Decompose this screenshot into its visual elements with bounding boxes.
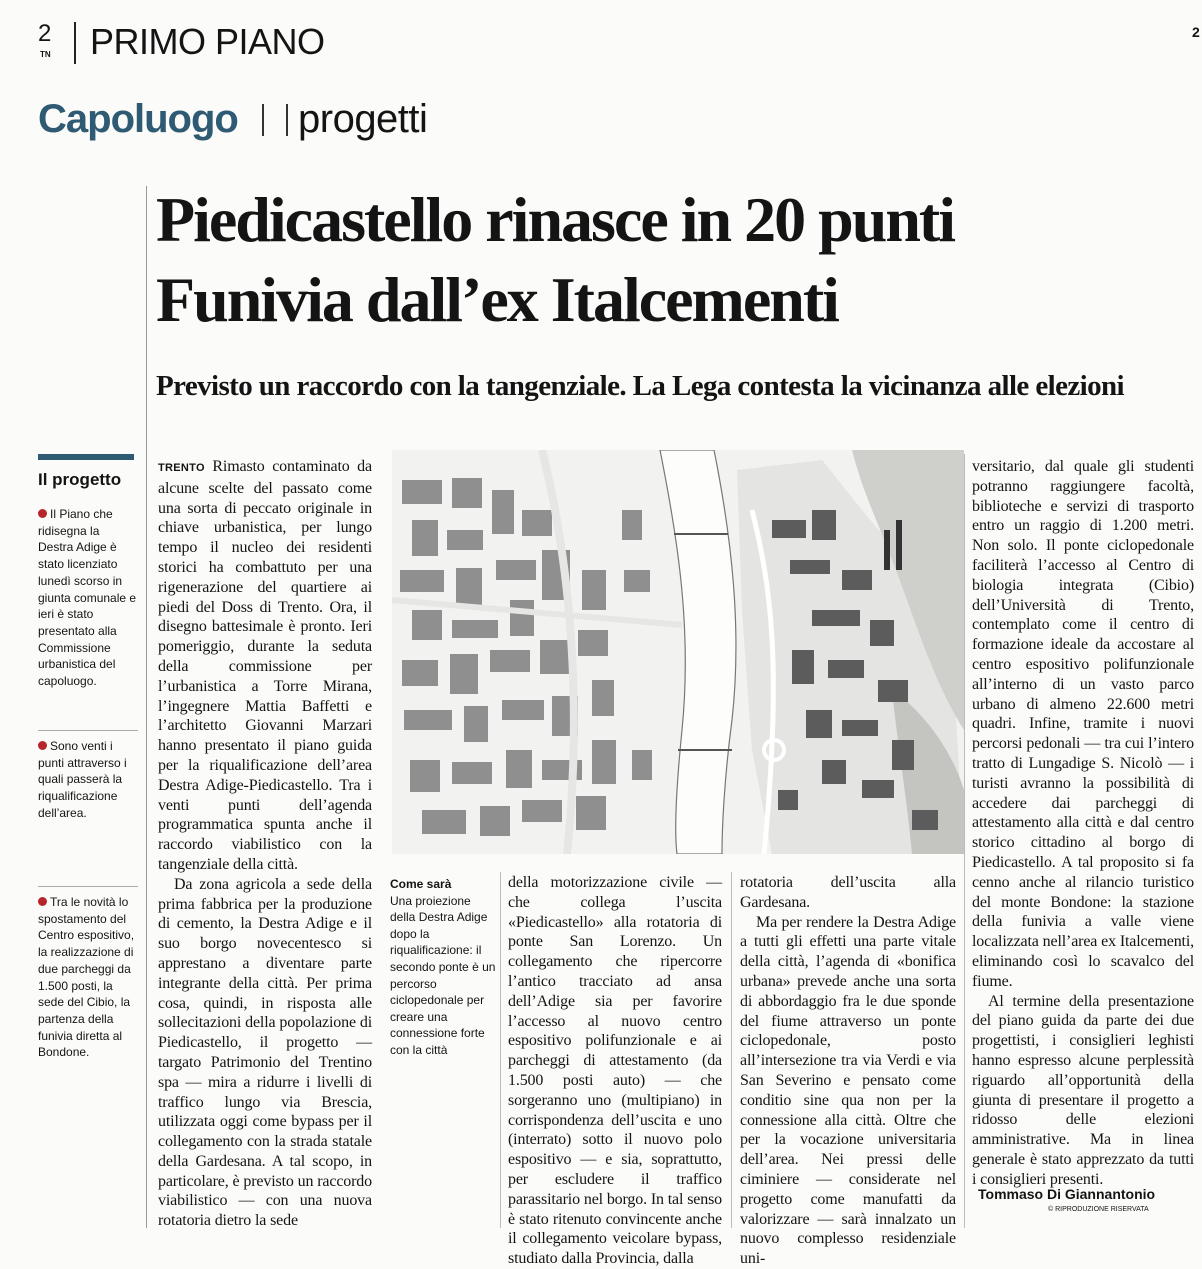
bullet-icon: [38, 741, 47, 750]
sidebar-divider: [38, 886, 138, 887]
headline: [156, 180, 1202, 340]
article-column-2: della motorizzazione civile — che collega l’uscita «Piedicastello» alla rotatoria di ponte San Lorenzo. Un collegamento che ripercorre l’antico tracciato ad ansa dell’Adige sia per favorire l’accesso al nuovo centro espositivo polifunzionale e ai parcheggi di attestamento (da 1.500 posti auto) — che sorgeranno uno (multipiano) in corrispondenza dell’uscita e uno (interrato) sotto il nuovo polo espositivo — e sia, soprattutto, per escludere il traffico parassitario nel borgo. In tal senso è stato ritenuto convincente anche il collegamento veicolare bypass, studiato dalla Provincia, dalla: [508, 874, 722, 1268]
rubric-city: Capoluogo: [38, 97, 238, 141]
column-divider: [500, 872, 501, 1228]
rubric-topic: progetti: [298, 97, 428, 141]
facing-page-number: 2: [1192, 24, 1200, 40]
headline-line-1: Piedicastello rinasce in 20 punti: [156, 184, 954, 255]
article-column-1: TRENTO Rimasto contaminato da alcune scelte del passato come una sorta di peccato originale in chiave urbanistica, per lungo tempo il nucleo dei residenti storici ha combattuto per una rigenerazione del quartiere ai piedi del Doss di Trento. Ora, il disegno battesimale è pronto. Ieri pomeriggio, durante la seduta della commissione per l’urbanistica a Torre Mirana, l’ingegnere Mattia Baffetti e l’architetto Giovanni Marzari hanno presentato il piano guida per la riqualificazione dell’area Destra Adige-Piedicastello. Tra i venti punti dell’agenda programmatica spunta anche il raccordo viabilistico con la tangenziale della città. Da zona agricola a sede della prima fabbrica per la produzione di cemento, la Destra Adige e il suo borgo novecentesco si apprestano a diventare parte integrante della città. Per prima cosa, quindi, in risposta alle sollecitazioni della popolazione di Piedicastello, il progetto — targato Patrimonio del Trentino spa — mira a ridurre i livelli di traffico lungo via Brescia, utilizzata oggi come bypass per il collegamento con la strada statale della Gardesana. A tal scopo, in particolare, è previsto un raccordo viabilistico — con una nuova rotatoria dietro la sede: [158, 458, 372, 1230]
article-column-3: rotatoria dell’uscita alla Gardesana. Ma per rendere la Destra Adige a tutti gli effetti una parte vitale della città, l’agenda di «bonifica urbana» prevede anche una sorta di abbordaggio fra le due sponde del fiume attraverso un ponte ciclopedonale, posto all’intersezione tra via Verdi e via San Severino e pensato come conditio sine qua non per la connessione alla città. Oltre che per la vocazione universitaria dell’area. Nei pressi delle ciminiere — considerate nel progetto come manufatti da valorizzare — sarà innalzato un nuovo complesso residenziale uni-: [740, 874, 956, 1268]
author-byline: Tommaso Di Giannantonio: [978, 1186, 1156, 1202]
rubric-divider: [262, 104, 264, 136]
caption-title: Come sarà: [390, 877, 452, 891]
headline-line-2: Funivia dall’ex Italcementi: [156, 264, 838, 335]
sidebar-accent-bar: [38, 454, 134, 460]
sidebar-item: Il Piano che ridisegna la Destra Adige è stato licenziato lunedì scorso in giunta comunale e ieri è stato presentato alla Commissione urbanistica del capoluogo.: [38, 507, 137, 689]
column-divider: [731, 872, 732, 1228]
column-divider: [964, 454, 965, 1228]
bullet-icon: [38, 509, 47, 518]
article-column-4: versitario, dal quale gli studenti potranno raggiungere facoltà, biblioteche e servizi di trasporto entro un raggio di 1.200 metri. Non solo. Il ponte ciclopedonale faciliterà l’accesso al Centro di biologia integrata (Cibio) dell’Università di Trento, contemplato come il centro di formazione ideale da accostare al centro espositivo polifunzionale all’interno di un vasto parco urbano di almeno 22.600 metri quadri. Infine, tramite i nuovi percorsi pedonali — tra cui l’intero tratto di Lungadige S. Nicolò — i turisti avranno la possibilità di accedere dai parcheggi di attestamento alla città e dal centro storico cittadino al borgo di Piedicastello. A tal proposito si fa cenno anche al rilancio turistico del monte Bondone: la stazione della funivia a valle viene localizzata nell’area ex Italcementi, eliminando così lo scavalco del fiume. Al termine della presentazione del piano guida da parte dei due progettisti, i consiglieri leghisti hanno espresso alcune perplessità riguardo all’opportunità della giunta di presentare il progetto a ridosso delle elezioni amministrative. Ma in linea generale è stato apprezzato da tutti i consiglieri presenti.: [972, 458, 1194, 1188]
column-divider: [146, 186, 147, 1228]
figure-caption: [390, 876, 498, 1059]
section-title: PRIMO PIANO: [90, 21, 325, 62]
page-number: 2: [38, 20, 52, 47]
masthead-divider: [74, 22, 76, 64]
sidebar-item: Tra le novità lo spostamento del Centro espositivo, la realizzazione di due parcheggi da 1.500 posti, la sede del Cibio, la partenza della funivia diretta al Bondone.: [38, 895, 135, 1060]
caption-text: Una proiezione della Destra Adige dopo la riqualificazione: il secondo ponte è un percorso ciclopedonale per creare una connessione forte con la città: [390, 893, 496, 1057]
subheadline: Previsto un raccordo con la tangenziale. La Lega contesta la vicinanza alle elezioni: [156, 370, 1124, 402]
edition-code: TN: [40, 50, 51, 59]
copyright-notice: © RIPRODUZIONE RISERVATA: [1048, 1206, 1149, 1213]
bullet-icon: [38, 897, 47, 906]
project-rendering: [392, 450, 964, 854]
sidebar-item: Sono venti i punti attraverso i quali passerà la riqualificazione dell’area.: [38, 739, 127, 820]
sidebar-title: Il progetto: [38, 470, 122, 489]
map-illustration: [392, 450, 964, 854]
sidebar-divider: [38, 730, 138, 731]
dateline: TRENTO: [158, 462, 205, 474]
rubric-divider: [286, 104, 288, 136]
